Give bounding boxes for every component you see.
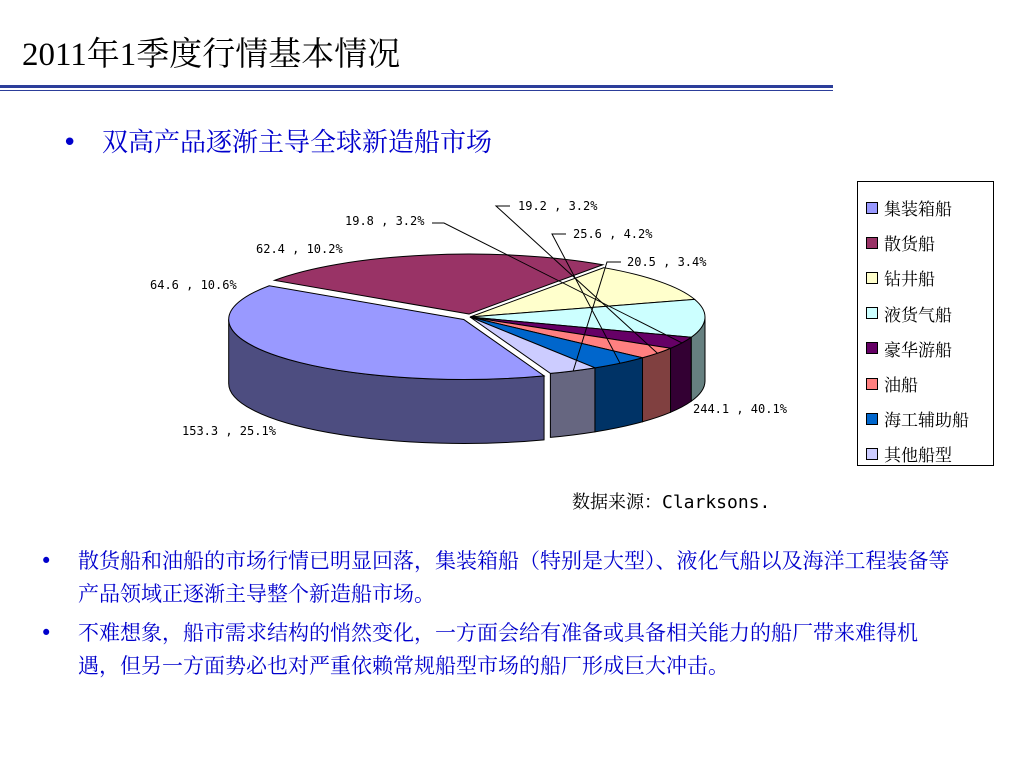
legend-label: 油船 (884, 376, 918, 397)
source-value: Clarksons. (662, 492, 771, 513)
legend-label: 散货船 (884, 235, 935, 256)
legend-swatch (866, 237, 878, 249)
legend-swatch (866, 378, 878, 390)
legend-item (866, 260, 993, 295)
legend-item (866, 296, 993, 331)
legend-item (866, 190, 993, 225)
data-source (572, 488, 770, 514)
legend-swatch (866, 202, 878, 214)
heading-text: 双高产品逐渐主导全球新造船市场 (102, 128, 493, 158)
title-divider (0, 85, 833, 88)
data-label: 20.5 , 3.4% (627, 255, 707, 269)
legend-swatch (866, 448, 878, 460)
source-label: 数据来源： (572, 492, 662, 513)
legend-item (866, 366, 993, 401)
legend-swatch (866, 307, 878, 319)
data-label: 244.1 , 40.1% (693, 402, 787, 416)
data-label: 62.4 , 10.2% (256, 242, 343, 256)
data-label: 153.3 , 25.1% (182, 424, 276, 438)
pie-slice-side (643, 348, 671, 421)
pie-slice-side (671, 337, 692, 412)
legend-label: 其他船型 (884, 446, 952, 467)
legend-item (866, 225, 993, 260)
data-label: 64.6 , 10.6% (150, 278, 237, 292)
title-divider-thin (0, 90, 833, 91)
bullet-marker: • (40, 549, 53, 573)
bullet-item (40, 545, 950, 611)
legend-label: 集装箱船 (884, 200, 952, 221)
bullet-item (40, 617, 950, 683)
pie-chart (0, 160, 850, 460)
legend-label: 液货气船 (884, 305, 952, 326)
data-label: 25.6 , 4.2% (573, 227, 653, 241)
bullet-text: 散货船和油船的市场行情已明显回落，集装箱船（特别是大型）、液化气船以及海洋工程装备等产品领域正逐渐主导整个新造船市场。 (78, 549, 950, 606)
legend-swatch (866, 272, 878, 284)
pie-slice-side (595, 358, 643, 432)
legend-swatch (866, 342, 878, 354)
bullet-list (40, 545, 950, 689)
legend-item (866, 436, 993, 471)
data-label: 19.8 , 3.2% (345, 214, 425, 228)
legend-item (866, 401, 993, 436)
pie-slice-side (550, 368, 595, 438)
bullet-text: 不难想象，船市需求结构的悄然变化，一方面会给有准备或具备相关能力的船厂带来难得机遇，但另一方面势必也对严重依赖常规船型市场的船厂形成巨大冲击。 (78, 621, 918, 678)
data-label: 19.2 , 3.2% (518, 199, 598, 213)
legend-swatch (866, 413, 878, 425)
bullet-marker: • (40, 621, 53, 645)
legend-item (866, 331, 993, 366)
section-heading (62, 122, 492, 159)
slide-title: 2011年1季度行情基本情况 (22, 37, 401, 73)
legend-label: 豪华游船 (884, 340, 952, 361)
legend-label: 海工辅助船 (884, 411, 969, 432)
legend-label: 钻井船 (884, 270, 935, 291)
heading-bullet: • (62, 128, 78, 158)
chart-legend (857, 181, 994, 466)
